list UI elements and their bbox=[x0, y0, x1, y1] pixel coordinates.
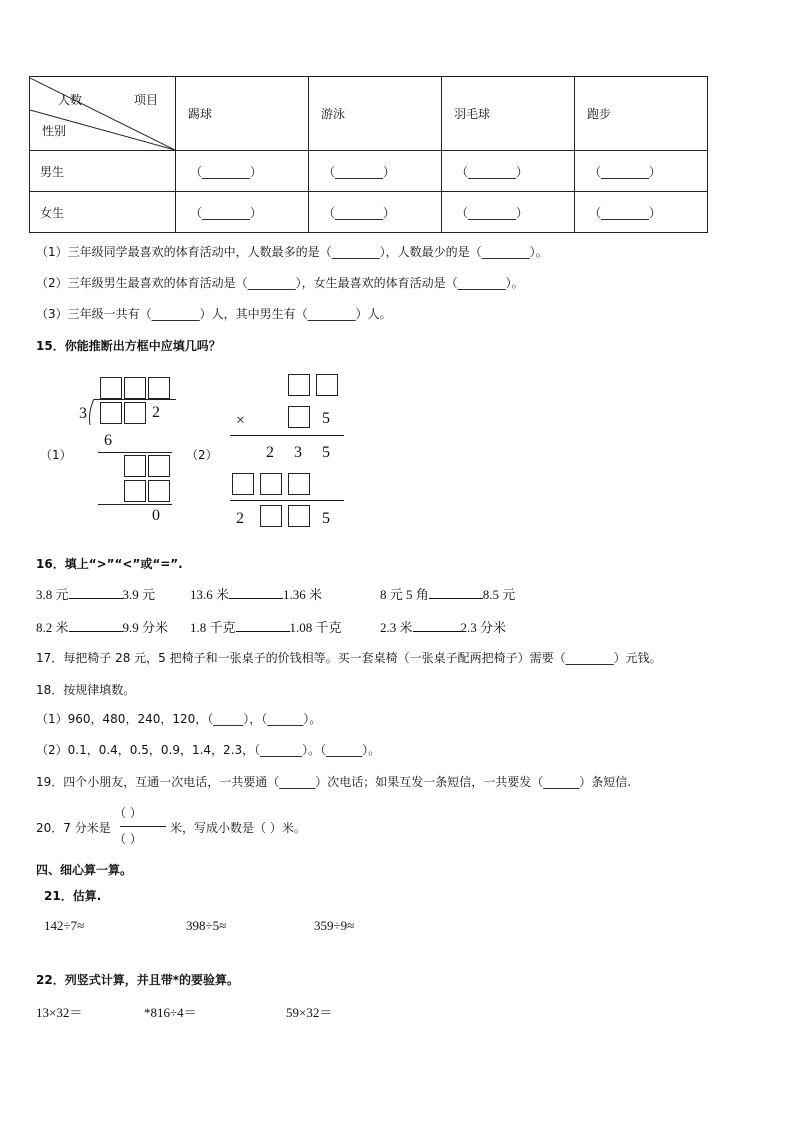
q15-part2-label: （2） bbox=[186, 448, 218, 462]
compare-right: 3.9 元 bbox=[122, 587, 156, 602]
digit-box[interactable] bbox=[148, 377, 170, 399]
compare-blank[interactable] bbox=[429, 598, 483, 599]
digit-box[interactable] bbox=[124, 377, 146, 399]
q17-text: 17．每把椅子 28 元，5 把椅子和一张桌子的价钱相等。买一套桌椅（一张桌子配两把椅子）需要（________）元钱。 bbox=[36, 651, 662, 665]
divisor: 3 bbox=[79, 405, 87, 422]
calc-item: 13×32＝ bbox=[36, 1005, 83, 1020]
q20-prefix: 20．7 分米是 bbox=[36, 821, 111, 835]
compare-item bbox=[380, 584, 515, 603]
digit-box[interactable] bbox=[148, 480, 170, 502]
q22-title: 22．列竖式计算，并且带*的要验算。 bbox=[36, 973, 239, 987]
fraction-denominator[interactable]: （ ） bbox=[114, 832, 142, 846]
q14-sub2: （2）三年级男生最喜欢的体育活动是（________），女生最喜欢的体育活动是（________）。 bbox=[36, 276, 524, 290]
compare-item bbox=[190, 617, 342, 636]
row-label: 男生 bbox=[30, 151, 176, 192]
answer-blank[interactable]: （________） bbox=[176, 192, 309, 233]
compare-blank[interactable] bbox=[413, 631, 461, 632]
answer-blank[interactable]: （________） bbox=[176, 151, 309, 192]
digit-box[interactable] bbox=[100, 377, 122, 399]
table-row bbox=[30, 192, 708, 233]
q15-title: 15．你能推断出方框中应填几吗？ bbox=[36, 339, 221, 353]
compare-left: 8 元 5 角 bbox=[380, 587, 429, 602]
remainder: 0 bbox=[152, 507, 160, 524]
diag-label-item: 项目 bbox=[134, 92, 159, 107]
digit-box[interactable] bbox=[100, 402, 122, 424]
compare-left: 1.8 千克 bbox=[190, 620, 236, 635]
compare-item bbox=[36, 584, 155, 603]
digit-box[interactable] bbox=[316, 374, 338, 396]
division-bracket bbox=[86, 398, 98, 426]
multiplier-digit: 5 bbox=[322, 410, 330, 427]
q16-title: 16．填上“>”“<”或“=”. bbox=[36, 557, 183, 571]
compare-left: 13.6 米 bbox=[190, 587, 230, 602]
product-line bbox=[230, 500, 344, 501]
compare-left: 2.3 米 bbox=[380, 620, 413, 635]
subtraction-line bbox=[98, 504, 172, 505]
fraction-bar bbox=[120, 826, 166, 827]
compare-blank[interactable] bbox=[69, 631, 123, 632]
product-line bbox=[230, 435, 344, 436]
digit-box[interactable] bbox=[260, 505, 282, 527]
q14-sub3: （3）三年级一共有（________）人，其中男生有（________）人。 bbox=[36, 307, 392, 321]
compare-right: 8.5 元 bbox=[482, 587, 516, 602]
partial-product: 2 3 5 bbox=[266, 444, 330, 461]
compare-left: 3.8 元 bbox=[36, 587, 69, 602]
section-heading: 四、细心算一算。 bbox=[36, 863, 133, 877]
compare-item bbox=[36, 617, 168, 636]
q20-suffix: 米，写成小数是（ ）米。 bbox=[170, 821, 306, 835]
answer-blank[interactable]: （________） bbox=[309, 192, 442, 233]
compare-item bbox=[380, 617, 506, 636]
estimate-item: 359÷9≈ bbox=[314, 918, 355, 933]
compare-blank[interactable] bbox=[69, 598, 123, 599]
column-header: 跑步 bbox=[575, 77, 708, 151]
q18-title: 18．按规律填数。 bbox=[36, 683, 136, 697]
q15-part1-label: （1） bbox=[40, 448, 72, 462]
row-label: 女生 bbox=[30, 192, 176, 233]
times-sign: × bbox=[236, 412, 246, 429]
answer-blank[interactable]: （________） bbox=[442, 192, 575, 233]
fraction-numerator[interactable]: （ ） bbox=[114, 806, 142, 820]
digit-box[interactable] bbox=[124, 455, 146, 477]
compare-right: 9.9 分米 bbox=[122, 620, 169, 635]
digit-box[interactable] bbox=[260, 473, 282, 495]
calc-item: 59×32＝ bbox=[286, 1005, 333, 1020]
digit-box[interactable] bbox=[232, 473, 254, 495]
column-header: 羽毛球 bbox=[442, 77, 575, 151]
division-bar bbox=[94, 399, 176, 400]
q18-sub1: （1）960，480，240，120，（_____），（______）。 bbox=[36, 712, 322, 726]
table-row bbox=[30, 151, 708, 192]
answer-blank[interactable]: （________） bbox=[442, 151, 575, 192]
subtraction-line bbox=[98, 452, 172, 453]
subtract-value: 6 bbox=[104, 432, 112, 449]
digit-box[interactable] bbox=[288, 374, 310, 396]
compare-left: 8.2 米 bbox=[36, 620, 69, 635]
q18-sub2: （2）0.1，0.4，0.5，0.9，1.4，2.3，（_______）。（______）。 bbox=[36, 743, 381, 757]
digit-box[interactable] bbox=[124, 480, 146, 502]
diag-label-gender: 性别 bbox=[42, 123, 67, 138]
dividend-digit: 2 bbox=[152, 404, 160, 421]
q21-title: 21．估算. bbox=[44, 889, 102, 903]
q19-text: 19．四个小朋友，互通一次电话，一共要通（______）次电话；如果互发一条短信，一共要发（______）条短信. bbox=[36, 775, 632, 789]
column-header: 游泳 bbox=[309, 77, 442, 151]
product-last-digit: 5 bbox=[322, 510, 330, 527]
digit-box[interactable] bbox=[148, 455, 170, 477]
survey-table bbox=[29, 76, 708, 233]
diagonal-header-cell bbox=[30, 77, 176, 151]
digit-box[interactable] bbox=[288, 406, 310, 428]
digit-box[interactable] bbox=[288, 473, 310, 495]
column-header: 踢球 bbox=[176, 77, 309, 151]
estimate-item: 142÷7≈ bbox=[44, 918, 85, 933]
answer-blank[interactable]: （________） bbox=[575, 151, 708, 192]
diagonal-lines bbox=[30, 78, 175, 150]
q14-sub1: （1）三年级同学最喜欢的体育活动中，人数最多的是（________），人数最少的是（________）。 bbox=[36, 245, 548, 259]
calc-item: *816÷4＝ bbox=[144, 1005, 197, 1020]
compare-right: 2.3 分米 bbox=[460, 620, 507, 635]
product-first-digit: 2 bbox=[236, 510, 244, 527]
estimate-item: 398÷5≈ bbox=[186, 918, 227, 933]
compare-blank[interactable] bbox=[229, 598, 283, 599]
answer-blank[interactable]: （________） bbox=[309, 151, 442, 192]
compare-blank[interactable] bbox=[236, 631, 290, 632]
digit-box[interactable] bbox=[288, 505, 310, 527]
answer-blank[interactable]: （________） bbox=[575, 192, 708, 233]
compare-right: 1.36 米 bbox=[283, 587, 323, 602]
digit-box[interactable] bbox=[124, 402, 146, 424]
compare-item bbox=[190, 584, 322, 603]
compare-right: 1.08 千克 bbox=[289, 620, 342, 635]
diag-label-count: 人数 bbox=[58, 92, 83, 107]
